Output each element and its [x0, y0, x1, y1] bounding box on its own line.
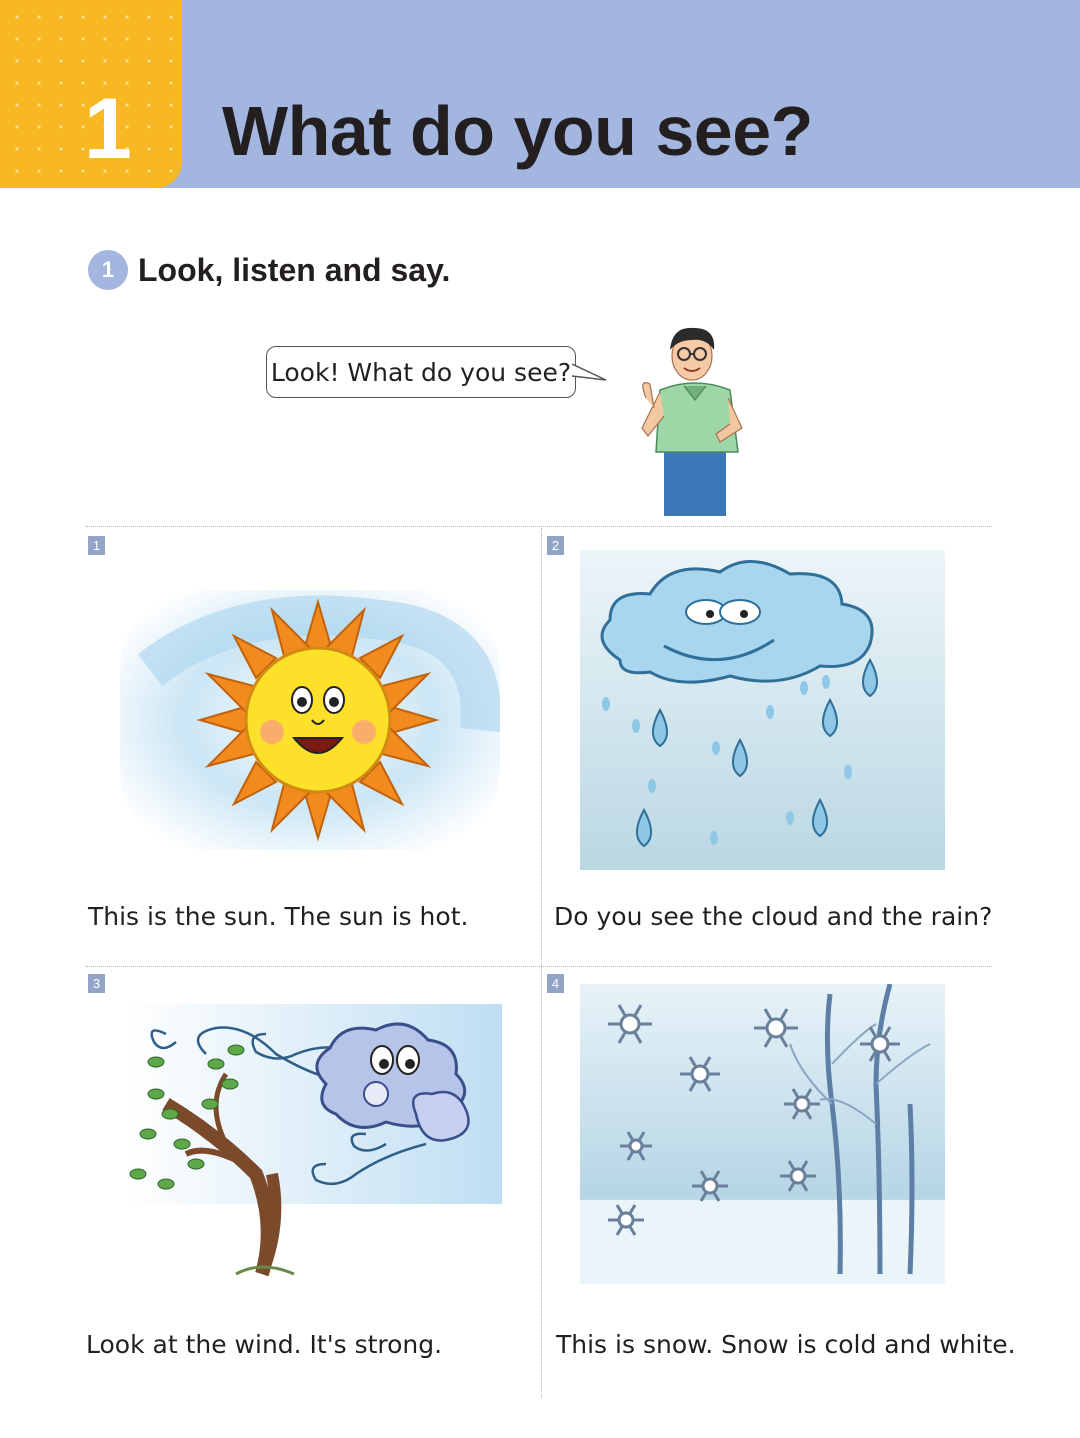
wind-illustration — [126, 994, 502, 1284]
panel-number-3: 3 — [88, 974, 105, 993]
unit-number: 1 — [84, 81, 132, 177]
sun-illustration — [120, 580, 500, 870]
panel-number-1: 1 — [88, 536, 105, 555]
rain-cloud-illustration — [580, 550, 945, 870]
panel-caption-3: Look at the wind. It's strong. — [86, 1330, 443, 1359]
panel-divider-vertical — [541, 528, 542, 1398]
speech-bubble-tail — [572, 360, 608, 390]
panel-divider-middle — [86, 966, 992, 967]
snow-illustration — [580, 984, 945, 1284]
unit-title: What do you see? — [222, 92, 813, 170]
exercise-number-badge: 1 — [88, 250, 128, 290]
panel-number-4: 4 — [547, 974, 564, 993]
panel-caption-1: This is the sun. The sun is hot. — [88, 902, 469, 931]
panel-caption-4: This is snow. Snow is cold and white. — [556, 1330, 1016, 1359]
panel-divider-top — [86, 526, 992, 527]
exercise-instruction: Look, listen and say. — [138, 252, 451, 288]
panel-number-2: 2 — [547, 536, 564, 555]
teacher-illustration — [620, 320, 750, 520]
panel-caption-2: Do you see the cloud and the rain? — [554, 902, 993, 931]
speech-bubble: Look! What do you see? — [266, 346, 576, 398]
